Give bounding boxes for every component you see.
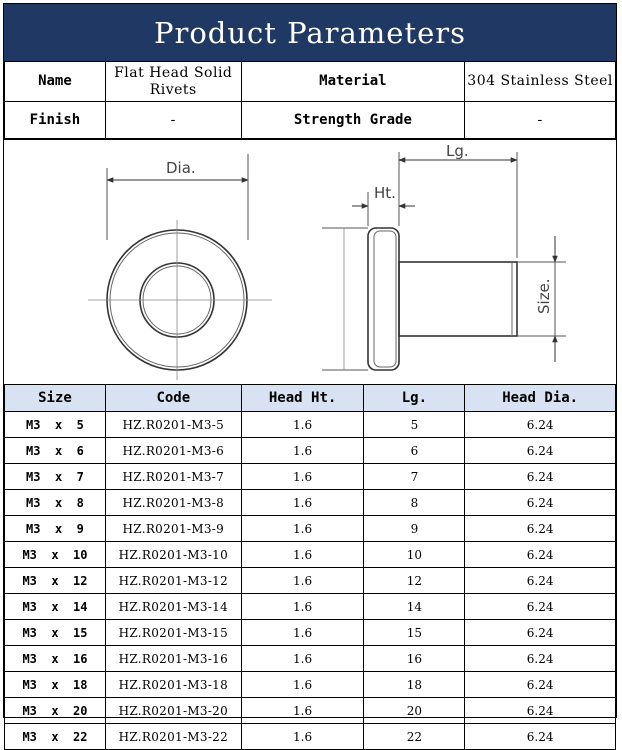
- head-ht-cell: 1.6: [241, 698, 364, 724]
- table-row: [5, 568, 616, 594]
- lg-cell: 15: [364, 620, 465, 646]
- lg-cell: 10: [364, 542, 465, 568]
- table-row: [5, 516, 616, 542]
- head-ht-cell: 1.6: [241, 542, 364, 568]
- head-dia-cell: 6.24: [465, 542, 616, 568]
- product-sheet: [3, 3, 617, 744]
- strength-value: -: [465, 102, 616, 139]
- code-cell: HZ.R0201-M3-5: [105, 412, 241, 438]
- size-cell: M3 x 18: [5, 672, 106, 698]
- rivet-front-view: [88, 154, 272, 380]
- lg-cell: 8: [364, 490, 465, 516]
- size-cell: M3 x 7: [5, 464, 106, 490]
- head-dia-cell: 6.24: [465, 464, 616, 490]
- table-row: [5, 464, 616, 490]
- size-cell: M3 x 5: [5, 412, 106, 438]
- head-dia-cell: 6.24: [465, 620, 616, 646]
- size-cell: M3 x 20: [5, 698, 106, 724]
- size-cell: M3 x 12: [5, 568, 106, 594]
- lg-cell: 14: [364, 594, 465, 620]
- code-cell: HZ.R0201-M3-16: [105, 646, 241, 672]
- table-row: [5, 672, 616, 698]
- header-lg: Lg.: [364, 385, 465, 412]
- size-cell: M3 x 9: [5, 516, 106, 542]
- spec-table: [4, 61, 616, 139]
- header-size: Size: [5, 385, 106, 412]
- code-cell: HZ.R0201-M3-18: [105, 672, 241, 698]
- head-ht-cell: 1.6: [241, 438, 364, 464]
- head-ht-cell: 1.6: [241, 672, 364, 698]
- size-table-header: [5, 385, 616, 412]
- code-cell: HZ.R0201-M3-12: [105, 568, 241, 594]
- material-label: Material: [241, 62, 465, 102]
- table-row: [5, 438, 616, 464]
- head-dia-cell: 6.24: [465, 724, 616, 750]
- table-row: [5, 724, 616, 750]
- lg-cell: 9: [364, 516, 465, 542]
- table-row: [5, 412, 616, 438]
- finish-label: Finish: [5, 102, 106, 139]
- size-cell: M3 x 10: [5, 542, 106, 568]
- head-dia-cell: 6.24: [465, 646, 616, 672]
- head-dia-cell: 6.24: [465, 594, 616, 620]
- head-ht-cell: 1.6: [241, 594, 364, 620]
- lg-cell: 16: [364, 646, 465, 672]
- page-title: Product Parameters: [4, 4, 616, 61]
- size-cell: M3 x 16: [5, 646, 106, 672]
- lg-cell: 7: [364, 464, 465, 490]
- code-cell: HZ.R0201-M3-15: [105, 620, 241, 646]
- lg-cell: 18: [364, 672, 465, 698]
- dia-label: Dia.: [166, 159, 196, 177]
- code-cell: HZ.R0201-M3-6: [105, 438, 241, 464]
- lg-label: Lg.: [446, 142, 469, 160]
- lg-cell: 5: [364, 412, 465, 438]
- head-ht-cell: 1.6: [241, 464, 364, 490]
- table-row: [5, 698, 616, 724]
- size-cell: M3 x 15: [5, 620, 106, 646]
- size-cell: M3 x 6: [5, 438, 106, 464]
- head-ht-cell: 1.6: [241, 724, 364, 750]
- lg-cell: 12: [364, 568, 465, 594]
- spec-row-name: [5, 62, 616, 102]
- code-cell: HZ.R0201-M3-20: [105, 698, 241, 724]
- head-dia-cell: 6.24: [465, 568, 616, 594]
- size-cell: M3 x 22: [5, 724, 106, 750]
- header-code: Code: [105, 385, 241, 412]
- head-ht-cell: 1.6: [241, 412, 364, 438]
- table-row: [5, 594, 616, 620]
- rivet-side-view: [322, 142, 566, 370]
- head-dia-cell: 6.24: [465, 490, 616, 516]
- table-row: [5, 542, 616, 568]
- name-value: Flat Head Solid Rivets: [105, 62, 241, 102]
- head-ht-cell: 1.6: [241, 646, 364, 672]
- head-dia-cell: 6.24: [465, 672, 616, 698]
- lg-cell: 22: [364, 724, 465, 750]
- head-ht-cell: 1.6: [241, 620, 364, 646]
- head-dia-cell: 6.24: [465, 698, 616, 724]
- size-cell: M3 x 8: [5, 490, 106, 516]
- header-head-ht: Head Ht.: [241, 385, 364, 412]
- head-ht-cell: 1.6: [241, 568, 364, 594]
- table-row: [5, 620, 616, 646]
- strength-label: Strength Grade: [241, 102, 465, 139]
- code-cell: HZ.R0201-M3-9: [105, 516, 241, 542]
- code-cell: HZ.R0201-M3-8: [105, 490, 241, 516]
- size-table: [4, 384, 616, 750]
- name-label: Name: [5, 62, 106, 102]
- material-value: 304 Stainless Steel: [465, 62, 616, 102]
- code-cell: HZ.R0201-M3-14: [105, 594, 241, 620]
- spec-row-finish: [5, 102, 616, 139]
- head-ht-cell: 1.6: [241, 516, 364, 542]
- finish-value: -: [105, 102, 241, 139]
- ht-label: Ht.: [374, 184, 396, 202]
- code-cell: HZ.R0201-M3-22: [105, 724, 241, 750]
- code-cell: HZ.R0201-M3-10: [105, 542, 241, 568]
- head-dia-cell: 6.24: [465, 412, 616, 438]
- head-dia-cell: 6.24: [465, 438, 616, 464]
- lg-cell: 20: [364, 698, 465, 724]
- head-ht-cell: 1.6: [241, 490, 364, 516]
- header-head-dia: Head Dia.: [465, 385, 616, 412]
- rivet-diagram: [4, 140, 616, 385]
- table-row: [5, 490, 616, 516]
- size-table-body: [5, 412, 616, 750]
- lg-cell: 6: [364, 438, 465, 464]
- table-row: [5, 646, 616, 672]
- size-cell: M3 x 14: [5, 594, 106, 620]
- code-cell: HZ.R0201-M3-7: [105, 464, 241, 490]
- rivet-drawing: [4, 139, 616, 385]
- size-label: Size.: [535, 278, 553, 314]
- head-dia-cell: 6.24: [465, 516, 616, 542]
